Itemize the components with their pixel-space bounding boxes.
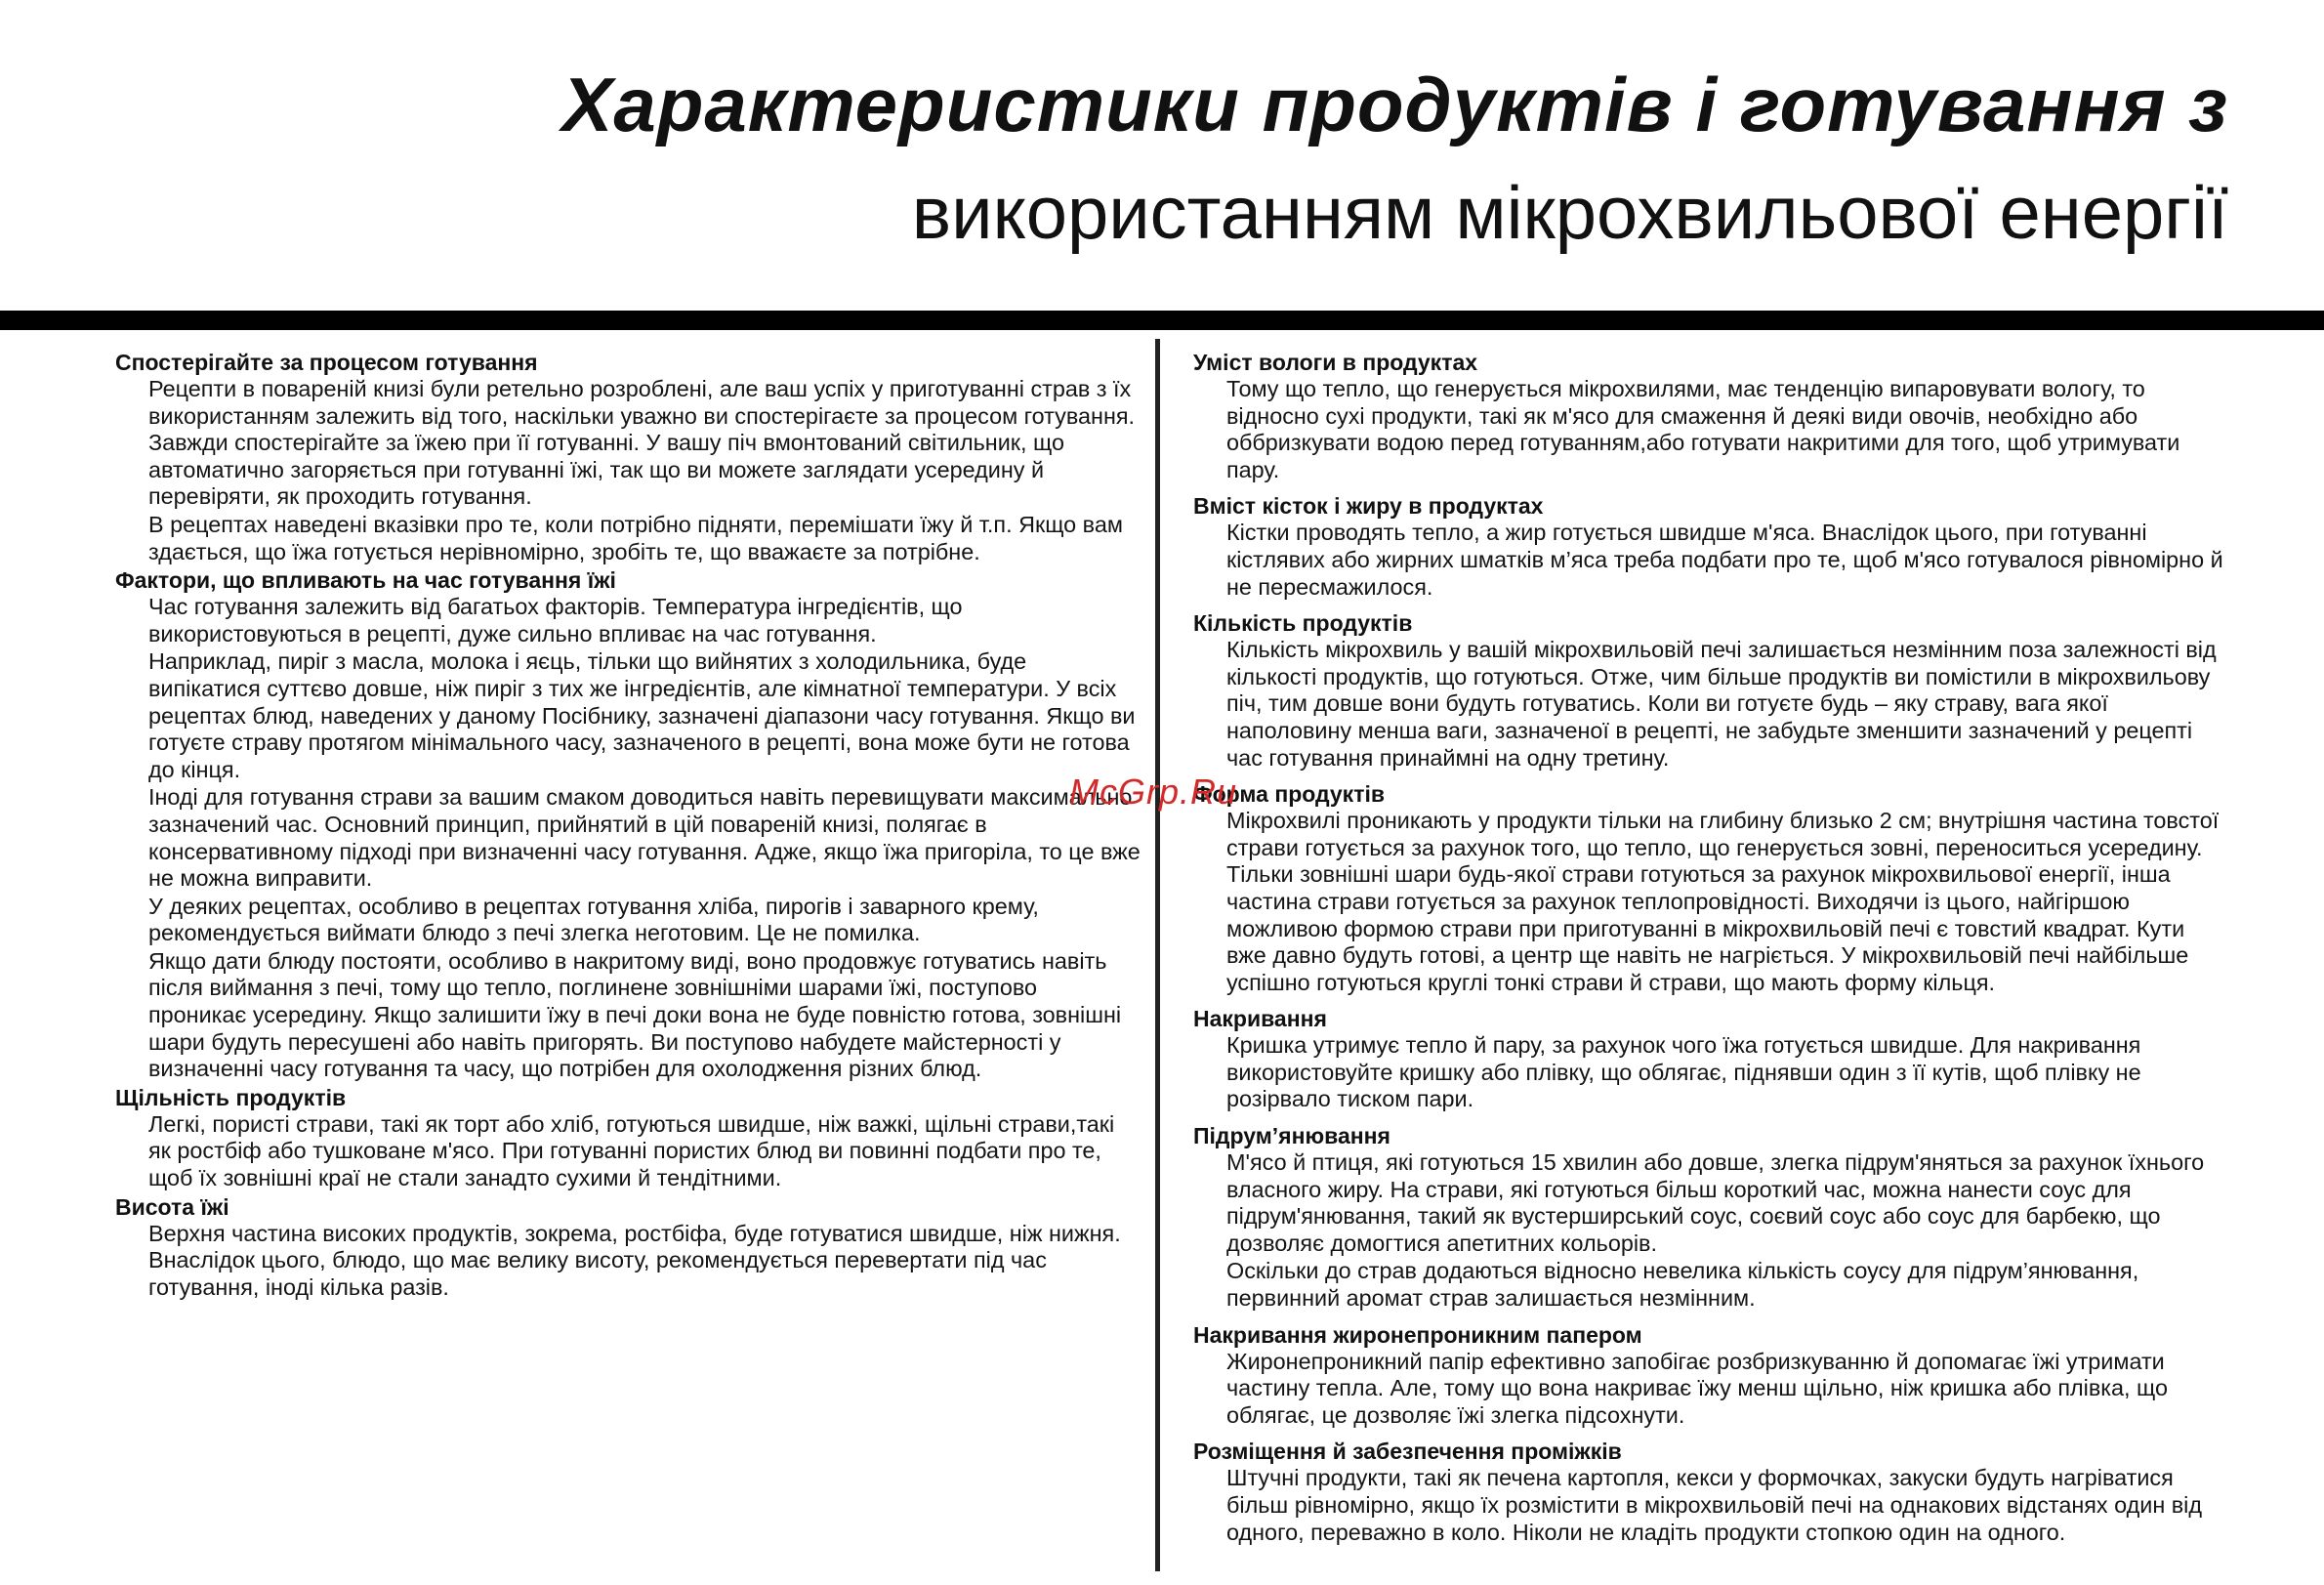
section-heading: Накривання (1193, 1006, 1327, 1032)
section-heading: Підрум’янювання (1193, 1123, 1390, 1149)
section-paragraph: Кількість мікрохвиль у вашій мікрохвильовій печі залишається незмінним поза залежності від кількості продуктів, що готуються. Отже, чим більше продуктів ви помістили в мікрохвильову піч, тим довше вони будуть готуватись. Коли ви готуєте будь – яку страву, вага якої наполовину менша ваги, зазначеної в рецепті, не забудьте зменшити зазначений у рецепті час готування принаймні на одну третину. (1226, 637, 2217, 771)
section (1193, 1006, 2228, 1113)
section-paragraph: М'ясо й птиця, які готуються 15 хвилин або довше, злегка підрум'яняться за рахунок їхнього власного жиру. На страви, які готуються більш короткий час, можна нанести соус для підрум'янювання, такий як вустерширський соус, соєвий соус або соус для барбекю, що дозволяє домогтися апетитних кольорів. (1226, 1149, 2205, 1256)
column-divider (1155, 339, 1160, 1571)
watermark-text: McGrp.Ru (1069, 772, 1238, 812)
section (115, 1085, 1141, 1192)
section-paragraph: Тому що тепло, що генерується мікрохвилями, має тенденцію випаровувати вологу, то відносно сухі продукти, такі як м'ясо для смаження й деякі види овочів, необхідно або оббризкувати водою перед готуванням,або готувати накритими для того, щоб утримувати пару. (1226, 376, 2180, 482)
section-paragraph: Кришка утримує тепло й пару, за рахунок чого їжа готується швидше. Для накривання використовуйте кришку або плівку, що облягає, піднявши один з її кутів, щоб плівку не розірвало тиском пари. (1226, 1032, 2141, 1112)
section-heading: Фактори, що впливають на час готування їжі (115, 567, 616, 594)
section-heading: Форма продуктів (1193, 781, 1385, 808)
section-heading: Розміщення й забезпечення проміжків (1193, 1439, 1622, 1465)
page-title-line2: використанням мікрохвильової енергії (911, 172, 2228, 255)
section (115, 1194, 1141, 1302)
section-heading: Спостерігайте за процесом готування (115, 350, 538, 375)
section-paragraph: Оскільки до страв додаються відносно невелика кількість соусу для підрум’янювання, первинний аромат страв залишається незмінним. (1226, 1258, 2139, 1312)
section (1193, 1123, 2228, 1313)
page-title-line1: Характеристики продуктів і готування з (561, 62, 2228, 147)
section (1193, 1439, 2228, 1546)
section-paragraph: Рецепти в повареній книзі були ретельно розроблені, але ваш успіх у приготуванні страв з їх використанням залежить від того, наскільки уважно ви спостерігаєте за процесом готування. Завжди спостерігайте за їжею при її готуванні. У вашу піч вмонтований світильник, що автоматично загоряється при готуванні їжі, так що ви можете заглядати усередину й перевіряти, як проходить готування. (148, 376, 1136, 510)
section-paragraph: Кістки проводять тепло, а жир готується швидше м'яса. Внаслідок цього, при готуванні кістлявих або жирних шматків м’яса треба подбати про те, щоб м'ясо готувалося рівномірно й не пересмажилося. (1226, 520, 2223, 600)
section-heading: Вміст кісток і жиру в продуктах (1193, 493, 1544, 520)
left-column (115, 350, 1141, 1301)
section-paragraph: У деяких рецептах, особливо в рецептах готування хліба, пирогів і заварного крему, рекомендується виймати блюдо з печі злегка неготовим. Це не помилка. (148, 893, 1039, 946)
section-paragraph: Штучні продукти, такі як печена картопля, кекси у формочках, закуски будуть нагріватися більш рівномірно, якщо їх розмістити в мікрохвильовій печі на однакових відстанях один від одного, переважно в коло. Ніколи не кладіть продукти стопкою один на одного. (1226, 1465, 2203, 1545)
section (1193, 610, 2228, 772)
section-paragraph: Жиронепроникний папір ефективно запобігає розбризкуванню й допомагає їжі утримати частину тепла. Але, тому що вона накриває їжу менш щільно, ніж кришка або плівка, що облягає, це дозволяє їжі злегка підсохнути. (1226, 1348, 2168, 1428)
section-paragraph: Верхня частина високих продуктів, зокрема, ростбіфа, буде готуватися швидше, ніж нижня. Внаслідок цього, блюдо, що має велику висоту, рекомендується перевертати під час готування, іноді кілька разів. (148, 1220, 1121, 1300)
section-heading: Уміст вологи в продуктах (1193, 350, 1478, 375)
section (1193, 781, 2228, 996)
section (1193, 493, 2228, 601)
section-heading: Накривання жиронепроникним папером (1193, 1321, 1642, 1348)
section-paragraph: Мікрохвилі проникають у продукти тільки на глибину близько 2 см; внутрішня частина товстої страви готується за рахунок того, що тепло, що генерується зовні, переноситься усередину. Тільки зовнішні шари будь-якої страви готуються за рахунок мікрохвильової енергії, інша частина страви готується за рахунок теплопровідності. Виходячи із цього, найгіршою можливою формою страви при приготуванні в мікрохвильовій печі є товстий квадрат. Кути вже давно будуть готові, а центр ще навіть не нагріється. У мікрохвильовій печі найбільше успішно готуються круглі тонкі страви й страви, що мають форму кільця. (1226, 808, 2220, 995)
section-heading: Щільність продуктів (115, 1084, 347, 1110)
title-divider-rule (0, 311, 2324, 330)
section (1193, 1322, 2228, 1430)
section-paragraph: Легкі, пористі страви, такі як торт або хліб, готуються швидше, ніж важкі, щільні страви,такі як ростбіф або тушковане м'ясо. При готуванні пористих блюд ви повинні подбати про те, щоб їх зовнішні краї не стали занадто сухими й тендітними. (148, 1110, 1115, 1191)
section-paragraph: Якщо дати блюду постояти, особливо в накритому виді, воно продовжує готуватись навіть після виймання з печі, тому що тепло, поглинене зовнішніми шарами їжі, поступово проникає усередину. Якщо залишити їжу в печі доки вона не буде повністю готова, зовнішні шари будуть пересушені або навіть пригорять. Ви поступово набудете майстерності у визначенні часу готування та часу, що потрібен для охолодження різних блюд. (148, 947, 1122, 1082)
section (115, 350, 1141, 565)
section-heading: Кількість продуктів (1193, 610, 1413, 637)
section-paragraph: В рецептах наведені вказівки про те, коли потрібно підняти, перемішати їжу й т.п. Якщо вам здається, що їжа готується нерівномірно, зробіть те, що вважаєте за потрібне. (148, 511, 1123, 564)
section-paragraph: Наприклад, пиріг з масла, молока і яєць, тільки що вийнятих з холодильника, буде випікатися суттєво довше, ніж пиріг з тих же інгредієнтів, але кімнатної температури. У всіх рецептах блюд, наведених у даному Посібнику, зазначені діапазони часу готування. Якщо ви готуєте страву протягом мінімального часу, зазначеного в рецепті, вона може бути не готова до кінця. (148, 648, 1136, 782)
section (115, 567, 1141, 1083)
section-heading: Висота їжі (115, 1193, 229, 1220)
right-column (1193, 350, 2228, 1546)
section-paragraph: Час готування залежить від багатьох факторів. Температура інгредієнтів, що використовуються в рецепті, дуже сильно впливає на час готування. (148, 594, 963, 647)
section (1193, 350, 2228, 483)
section-paragraph: Іноді для готування страви за вашим смаком доводиться навіть перевищувати максимально зазначений час. Основний принцип, прийнятий в цій повареній книзі, полягає в консервативному підході при визначенні часу готування. Адже, якщо їжа пригоріла, то це вже не можна виправити. (148, 784, 1141, 892)
